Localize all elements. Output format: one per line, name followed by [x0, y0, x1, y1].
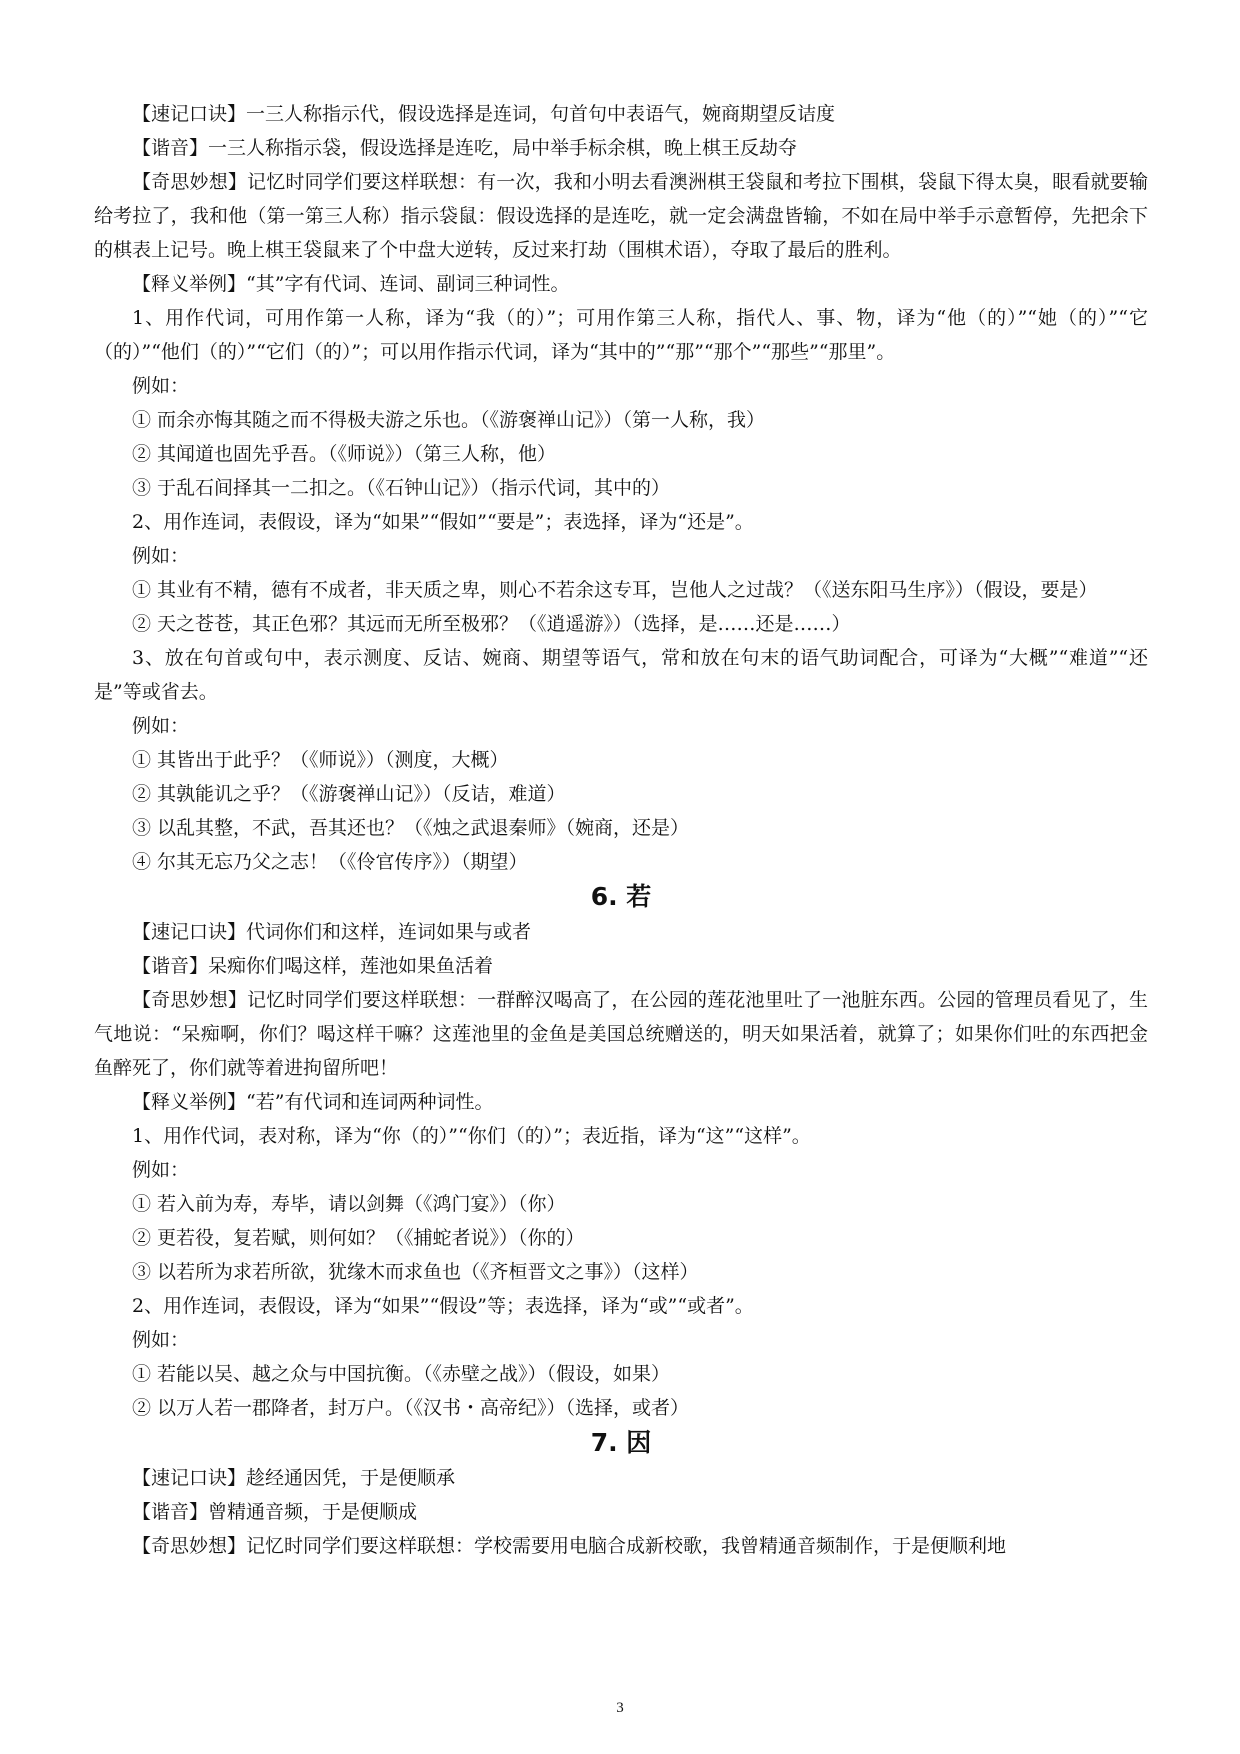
- page-number: 3: [616, 1700, 624, 1716]
- paragraph-mnemonic: 【速记口诀】代词你们和这样，连词如果与或者: [132, 921, 532, 943]
- paragraph-association: 【奇思妙想】记忆时同学们要这样联想：一群醉汉喝高了，在公园的莲花池里吐了一池脏东西。公园的管理员看见了，生气地说：“呆痴啊，你们？喝这样干嘛？这莲池里的金鱼是美国总统赠送的，明天如果活着，就算了；如果你们吐的东西把金鱼醉死了，你们就等着进拘留所吧！: [94, 989, 1148, 1079]
- paragraph-example: ② 天之苍苍，其正色邪？其远而无所至极邪？（《逍遥游》）（选择，是……还是……）: [132, 613, 851, 635]
- paragraph-example: ① 而余亦悔其随之而不得极夫游之乐也。（《游褒禅山记》）（第一人称，我）: [132, 409, 766, 431]
- section-heading: 6. 若: [590, 882, 652, 911]
- paragraph-usage-2: 2、用作连词，表假设，译为“如果”“假如”“要是”；表选择，译为“还是”。: [132, 511, 754, 533]
- paragraph-homophone: 【谐音】曾精通音频，于是便顺成: [132, 1501, 418, 1523]
- paragraph-example-label: 例如：: [132, 1159, 190, 1181]
- paragraph-association: 【奇思妙想】记忆时同学们要这样联想：有一次，我和小明去看澳洲棋王袋鼠和考拉下围棋，袋鼠下得太臭，眼看就要输给考拉了，我和他（第一第三人称）指示袋鼠：假设选择的是连吃，就一定会满盘皆输，不如在局中举手示意暂停，先把余下的棋表上记号。晚上棋王袋鼠来了个中盘大逆转，反过来打劫（围棋术语），夺取了最后的胜利。: [94, 171, 1148, 261]
- paragraph-example-label: 例如：: [132, 715, 190, 737]
- paragraph-definition: 【释义举例】“其”字有代词、连词、副词三种词性。: [132, 273, 570, 295]
- paragraph-usage-2: 2、用作连词，表假设，译为“如果”“假设”等；表选择，译为“或”“或者”。: [132, 1295, 754, 1317]
- paragraph-example: ① 若入前为寿，寿毕，请以剑舞（《鸿门宴》）（你）: [132, 1193, 566, 1215]
- paragraph-mnemonic: 【速记口诀】一三人称指示代，假设选择是连词，句首句中表语气，婉商期望反诘度: [132, 103, 836, 125]
- paragraph-usage-1: 1、用作代词，表对称，译为“你（的）”“你们（的）”；表近指，译为“这”“这样”。: [132, 1125, 811, 1147]
- paragraph-definition: 【释义举例】“若”有代词和连词两种词性。: [132, 1091, 494, 1113]
- paragraph-homophone: 【谐音】呆痴你们喝这样，莲池如果鱼活着: [132, 955, 494, 977]
- paragraph-usage-3: 3、放在句首或句中，表示测度、反诘、婉商、期望等语气，常和放在句末的语气助词配合，可译为“大概”“难道”“还是”等或省去。: [94, 647, 1148, 703]
- section-yin: [94, 1425, 1148, 1563]
- paragraph-example: ② 以万人若一郡降者，封万户。（《汉书・高帝纪》）（选择，或者）: [132, 1397, 690, 1419]
- paragraph-example: ④ 尔其无忘乃父之志！（《伶官传序》）（期望）: [132, 851, 528, 873]
- paragraph-example: ③ 以若所为求若所欲，犹缘木而求鱼也（《齐桓晋文之事》）（这样）: [132, 1261, 699, 1283]
- paragraph-example: ③ 于乱石间择其一二扣之。（《石钟山记》）（指示代词，其中的）: [132, 477, 671, 499]
- paragraph-example-label: 例如：: [132, 1329, 190, 1351]
- paragraph-example: ② 更若役，复若赋，则何如？（《捕蛇者说》）（你的）: [132, 1227, 585, 1249]
- paragraph-example-label: 例如：: [132, 375, 190, 397]
- paragraph-example: ① 其业有不精，德有不成者，非天质之卑，则心不若余这专耳，岂他人之过哉？（《送东阳马生序》）（假设，要是）: [132, 579, 1098, 601]
- section-ruo: [94, 879, 1148, 1425]
- paragraph-example: ② 其闻道也固先乎吾。（《师说》）（第三人称，他）: [132, 443, 557, 465]
- paragraph-homophone: 【谐音】一三人称指示袋，假设选择是连吃，局中举手标余棋，晚上棋王反劫夺: [132, 137, 798, 159]
- paragraph-example: ① 若能以吴、越之众与中国抗衡。（《赤壁之战》）（假设，如果）: [132, 1363, 671, 1385]
- paragraph-example: ② 其孰能讥之乎？（《游褒禅山记》）（反诘，难道）: [132, 783, 566, 805]
- paragraph-example: ① 其皆出于此乎？（《师说》）（测度，大概）: [132, 749, 509, 771]
- paragraph-example: ③ 以乱其整，不武，吾其还也？（《烛之武退秦师》（婉商，还是）: [132, 817, 690, 839]
- paragraph-example-label: 例如：: [132, 545, 190, 567]
- document-body: [94, 97, 1148, 1563]
- paragraph-usage-1: 1、用作代词，可用作第一人称，译为“我（的）”；可用作第三人称，指代人、事、物，译为“他（的）”“她（的）”“它（的）”“他们（的）”“它们（的）”；可以用作指示代词，译为“其中的”“那”“那个”“那些”“那里”。: [94, 307, 1148, 363]
- paragraph-association: 【奇思妙想】记忆时同学们要这样联想：学校需要用电脑合成新校歌，我曾精通音频制作，于是便顺利地: [132, 1535, 1007, 1557]
- section-qi: [94, 97, 1148, 879]
- section-heading: 7. 因: [590, 1428, 652, 1457]
- paragraph-mnemonic: 【速记口诀】趁经通因凭，于是便顺承: [132, 1467, 456, 1489]
